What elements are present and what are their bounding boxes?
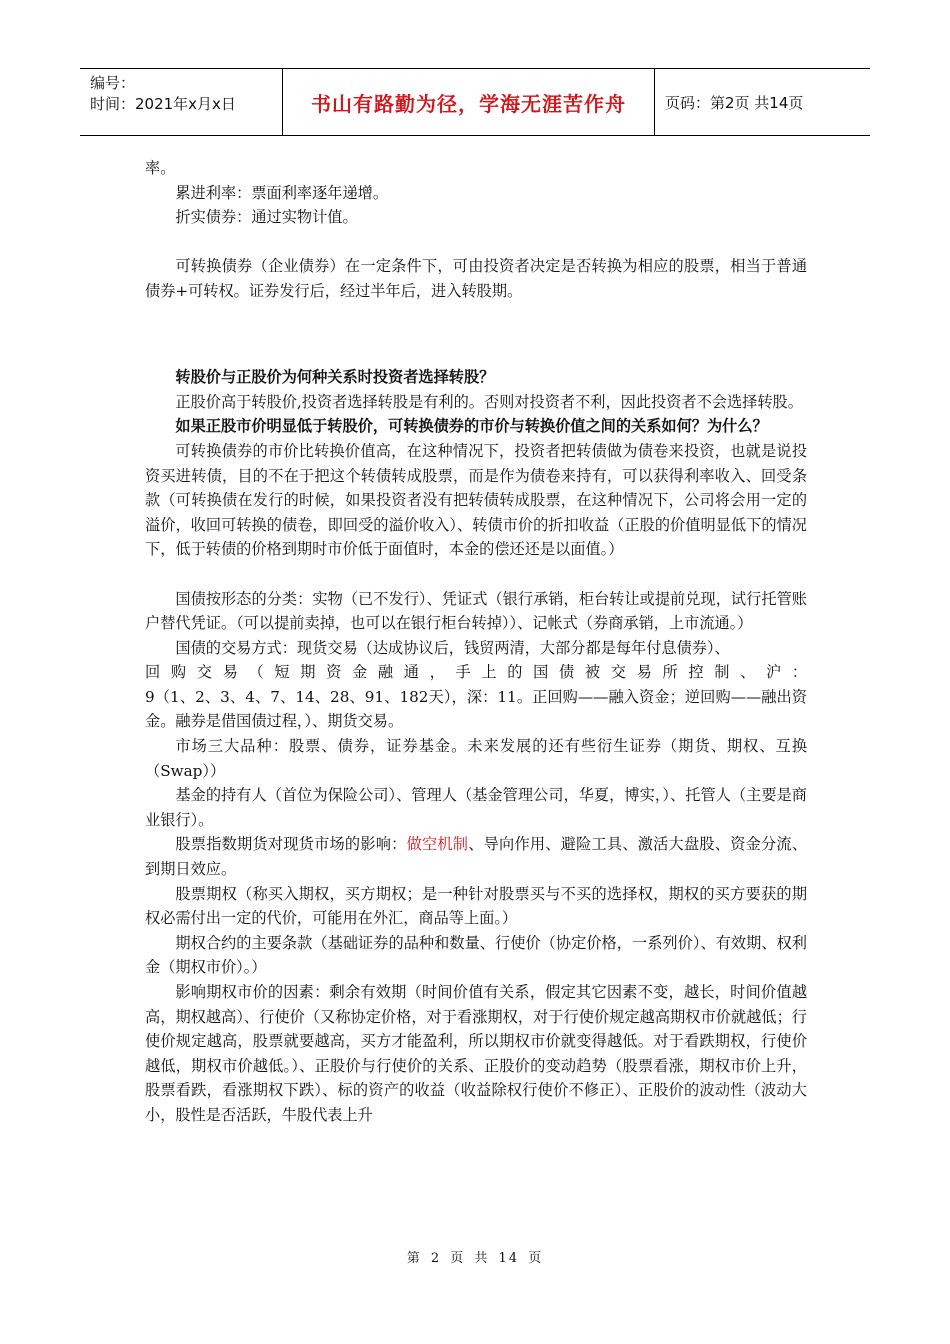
paragraph: 9（1、2、3、4、7、14、28、91、182天），深：11。正回购——融入资金；逆回购——融出资金。融券是借国债过程，）、期货交易。 [145,687,807,731]
header-motto-cell [282,69,655,135]
spacer [145,230,807,255]
paragraph-line: 国债的交易方式：现货交易（达成协议后，钱贸两清，大部分都是每年付息债券）、 [175,638,730,657]
paragraph [145,832,807,881]
paragraph-line: 回购交易（短期资金融通，手上的国债被交易所控制、沪： [145,663,807,682]
spacer [145,562,807,587]
question-heading: 如果正股市价明显低于转股价，可转换债券的市价与转换价值之间的关系如何？为什么？ [175,417,768,436]
header-meta [80,69,282,135]
paragraph: 率。 [145,159,176,177]
header-page-info: 页码：第2页 共14页 [665,93,804,112]
page-header [80,68,870,136]
spacer [145,304,807,341]
paragraph: 影响期权市价的因素：剩余有效期（时间价值有关系，假定其它因素不变，越长，时间价值越高，期权越高）、行使价（又称协定价格，对于看涨期权，对于行使价规定越高期权市价就越低；行使价规定越高，股票就要越高，买方才能盈利，所以期权市价就变得越低。对于看跌期权，行使价越低，期权市价越低。）、正股价与行使价的关系、正股价的变动趋势（股票看涨，期权市价上升，股票看跌，看涨期权下跌）、标的资产的收益（收益除权行使价不修正）、正股价的波动性（波动大小，股性是否活跃，牛股代表上升 [145,983,807,1124]
spacer [145,341,807,366]
paragraph: 可转换债券的市价比转换价值高，在这种情况下，投资者把转债做为债卷来投资，也就是说投资买进转债，目的不在于把这个转债转成股票，而是作为债卷来持有，可以获得利率收入、回受条款（可转换债在发行的时候，如果投资者没有把转债转成股票，在这种情况下，公司将会用一定的溢价，收回可转换的债卷，即回受的溢价收入）、转债市价的折扣收益（正股的价值明显低下的情况下，低于转债的价格到期时市价低于面值时，本金的偿还还是以面值。） [145,441,807,559]
header-date-label: 时间：2021年x月x日 [90,95,236,113]
paragraph: 可转换债券（企业债券）在一定条件下，可由投资者决定是否转换为相应的股票，相当于普通债券+可转权。证券发行后，经过半年后，进入转股期。 [145,257,807,300]
question-heading: 转股价与正股价为何种关系时投资者选择转股？ [175,368,495,387]
page-footer: 第 2 页 共 14 页 [406,1251,544,1266]
text-run: 、导向作用、避险工具、激活大盘股、资金分流、到期日效应。 [145,835,808,879]
header-number-label: 编号： [90,74,136,92]
paragraph: 正股价高于转股价,投资者选择转股是有利的。否则对投资者不利，因此投资者不会选择转股。 [175,392,803,411]
paragraph: 股票期权（称买入期权，买方期权；是一种针对股票买与不买的选择权，期权的买方要获的期权必需付出一定的代价，可能用在外汇，商品等上面。） [145,884,807,928]
document-body [145,156,807,1128]
highlighted-term: 做空机制 [406,835,469,854]
paragraph: 折实债券：通过实物计值。 [175,208,358,227]
header-motto: 书山有路勤为径，学海无涯苦作舟 [311,91,626,116]
text-run: 股票指数期货对现货市场的影响： [175,835,407,854]
paragraph: 市场三大品种：股票、债券，证券基金。未来发展的还有些衍生证券（期货、期权、互换（Swap）） [145,737,807,780]
paragraph: 累进利率：票面利率逐年递增。 [175,183,389,202]
paragraph: 期权合约的主要条款（基础证券的品种和数量、行使价（协定价格，一系列价）、有效期、权利金（期权市价）。） [145,933,807,977]
paragraph: 国债按形态的分类：实物（已不发行）、凭证式（银行承销，柜台转让或提前兑现，试行托管账户替代凭证。（可以提前卖掉，也可以在银行柜台转掉））、记帐式（券商承销，上市流通。） [145,589,807,633]
paragraph: 基金的持有人（首位为保险公司）、管理人（基金管理公司，华夏，博实，）、托管人（主要是商业银行）。 [145,786,807,829]
